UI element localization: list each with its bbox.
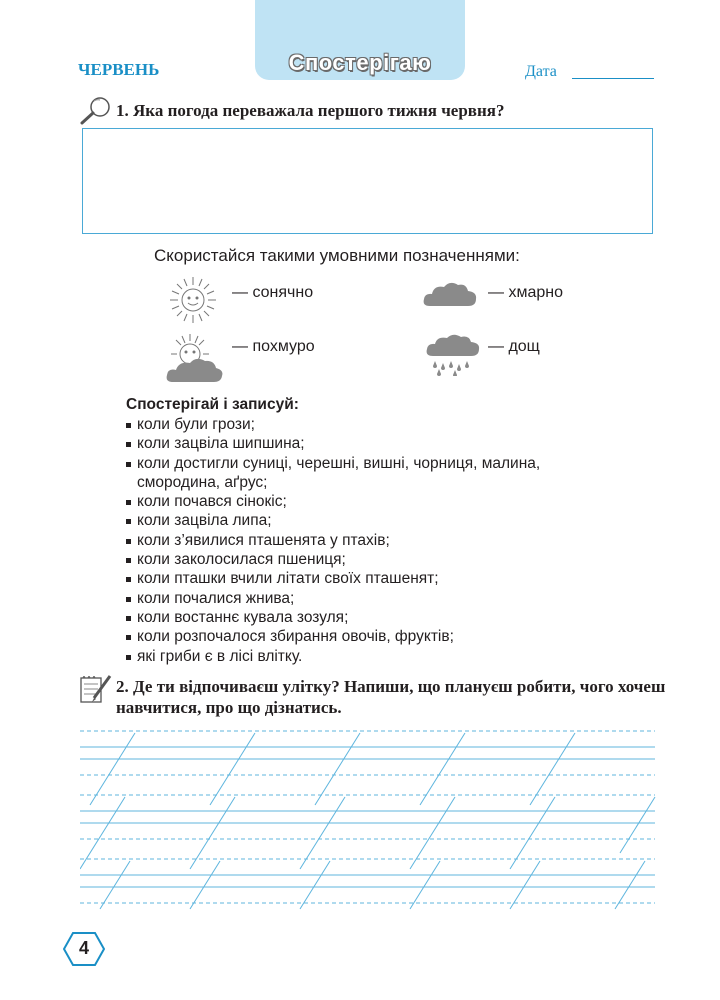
observe-list [126, 415, 626, 666]
list-item: коли заколосилася пшениця; [126, 550, 626, 569]
list-item: коли розпочалося збирання овочів, фруктів; [126, 627, 626, 646]
page-number-text: 4 [78, 938, 89, 958]
task1-question: 1. Яка погода переважала першого тижня червня? [116, 101, 505, 120]
month-label: ЧЕРВЕНЬ [78, 60, 160, 79]
legend-overcast-label: — похмуро [232, 338, 315, 355]
list-item: коли достигли суниці, черешні, вишні, чорниця, малина, смородина, аґрус; [126, 454, 596, 493]
task2-question: 2. Де ти відпочиваєш улітку? Напиши, що плануєш робити, чого хочеш навчитися, про що дізнатись. [116, 677, 666, 717]
list-item: коли почалися жнива; [126, 589, 626, 608]
legend-sunny-label: — сонячно [232, 284, 314, 301]
list-item: коли востаннє кувала зозуля; [126, 608, 626, 627]
legend-rain-label: — дощ [488, 338, 540, 355]
list-item: коли пташки вчили літати своїх пташенят; [126, 569, 626, 588]
rain-cloud-icon [425, 334, 481, 376]
sun-icon [168, 275, 218, 325]
legend-title: Скористайся такими умовними позначеннями: [154, 246, 520, 265]
magnifier-icon [78, 95, 114, 127]
date-input-line[interactable] [572, 78, 654, 79]
section-title: Спостерігаю [288, 50, 432, 75]
observe-title: Спостерігай і записуй: [126, 396, 299, 413]
list-item: які гриби є в лісі влітку. [126, 647, 626, 666]
list-item: коли почався сінокіс; [126, 492, 626, 511]
section-tab [255, 0, 465, 80]
notebook-pencil-icon [78, 672, 114, 704]
list-item: коли були грози; [126, 415, 626, 434]
page-number [63, 932, 105, 966]
list-item: коли зацвіла шипшина; [126, 434, 626, 453]
date-label: Дата [525, 63, 557, 80]
task1-answer-box[interactable] [82, 128, 653, 234]
writing-lines[interactable] [80, 727, 660, 917]
sun-behind-cloud-icon [163, 330, 225, 385]
list-item: коли з’явилися пташенята у птахів; [126, 531, 626, 550]
list-item: коли зацвіла липа; [126, 511, 626, 530]
legend-cloudy-label: — хмарно [488, 284, 563, 301]
cloud-icon [422, 279, 478, 309]
